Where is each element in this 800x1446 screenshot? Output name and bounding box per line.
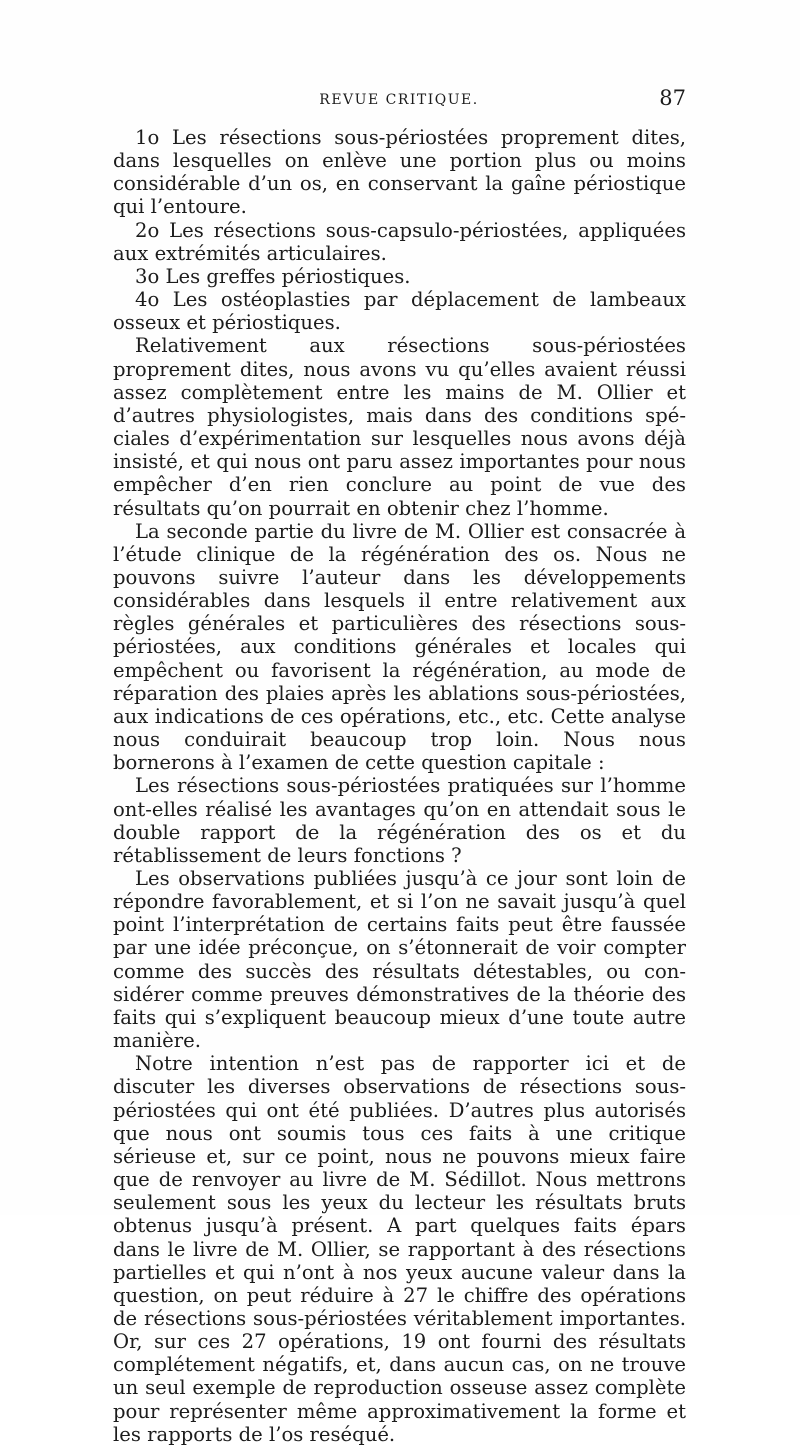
paragraph-item-8: Les observations publiées jusqu’à ce jour sont loin de répondre favorablement, et si l’on ne savait jusqu’à quel point l’interprétation de certains faits peut être faussée par une idée préconçue, on s’étonnerait de voir compter comme des succès des résultats détestables, ou considérer comme preuves démonstratives de la théorie des faits qui s’expliquent beaucoup mieux d’une toute autre manière. <box>113 867 686 1053</box>
paragraph-item-2: 2o Les résections sous-capsulo-périostées, appliquées aux extrémités articulaires. <box>113 218 686 265</box>
paragraph-item-7: Les résections sous-périostées pratiquées sur l’homme ont-elles réalisé les avantages qu’on en attendait sous le double rapport de la régénération des os et du rétablissement de leurs fonctions ? <box>113 774 686 867</box>
running-head <box>112 86 686 118</box>
page-number: 87 <box>659 86 686 110</box>
paragraph-item-9: Notre intention n’est pas de rapporter ici et de discuter les diverses observations de résections sous-périostées qui ont été publiées. D’autres plus autorisés que nous ont soumis tous ces faits à une critique sérieuse et, sur ce point, nous ne pouvons mieux faire que de renvoyer au livre de M. Sédillot. Nous mettrons seulement sous les yeux du lecteur les résultats bruts obtenus jusqu’à présent. A part quelques faits épars dans le livre de M. Ollier, se rapportant à des résections partielles et qui n’ont à nos yeux aucune valeur dans la question, on peut réduire à 27 le chiffre des opérations de résections sous-périostées véritablement importantes. Or, sur ces 27 opérations, 19 ont fourni des résultats complétement négatifs, et, dans aucun cas, on ne trouve un seul exemple de reproduction osseuse assez complète pour représenter même approximativement la forme et les rapports de l’os reséqué. <box>113 1052 686 1446</box>
paragraph-item-5: Relativement aux résections sous-périostées proprement dites, nous avons vu qu’elles avaient réussi assez complètement entre les mains de M. Ollier et d’autres physiologistes, mais dans des conditions spéciales d’expérimentation sur lesquelles nous avons déjà insisté, et qui nous ont paru assez importantes pour nous empêcher d’en rien conclure au point de vue des résultats qu’on pourrait en obtenir chez l’homme. <box>113 334 686 520</box>
paragraph-item-6: La seconde partie du livre de M. Ollier est consacrée à l’étude clinique de la régénération des os. Nous ne pouvons suivre l’auteur dans les développements considérables dans lesquels il entre relativement aux règles générales et particulières des résections sous-périostées, aux conditions générales et locales qui empêchent ou favorisent la régénération, au mode de réparation des plaies après les ablations sous-périostées, aux indications de ces opérations, etc., etc. Cette analyse nous conduirait beaucoup trop loin. Nous nous bornerons à l’examen de cette question capitale : <box>113 519 686 775</box>
paragraph-item-1: 1o Les résections sous-périostées proprement dites, dans lesquelles on enlève une portion plus ou moins considérable d’un os, en conservant la gaîne périostique qui l’entoure. <box>113 126 686 219</box>
paragraph-item-3: 3o Les greffes périostiques. <box>135 264 411 288</box>
running-title: REVUE CRITIQUE. <box>319 92 479 108</box>
body-text <box>113 126 686 1446</box>
paragraph-item-4: 4o Les ostéoplasties par déplacement de lambeaux osseux et périostiques. <box>113 288 686 335</box>
